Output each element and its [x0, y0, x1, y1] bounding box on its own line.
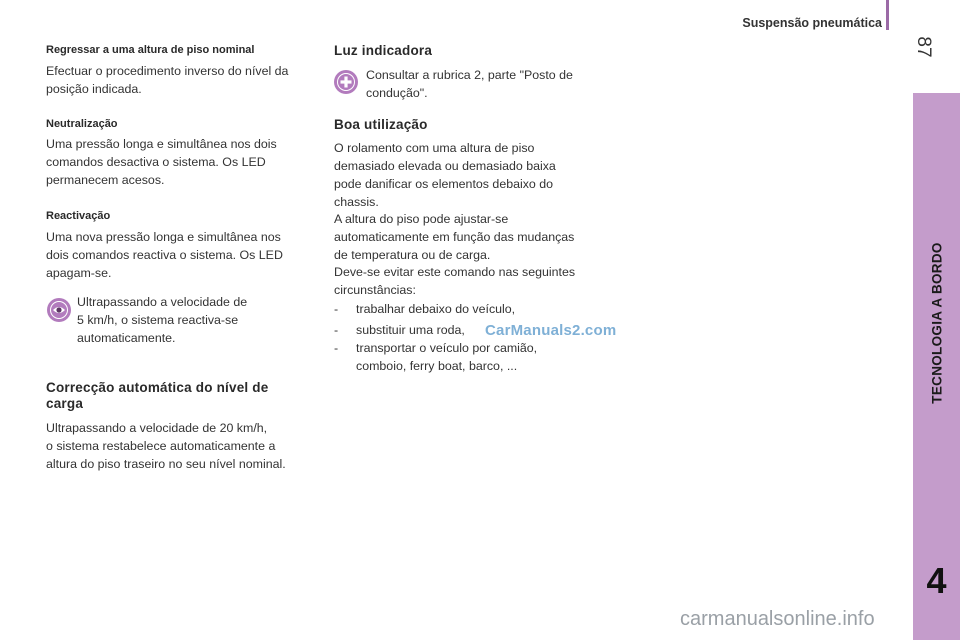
- heading-line: Correcção automática do nível de: [46, 380, 269, 395]
- chapter-tab-label: [913, 93, 960, 553]
- paragraph-good-use-2: [334, 210, 574, 264]
- text-line: comandos desactiva o sistema. Os LED: [46, 155, 266, 169]
- heading-auto-correction: [46, 380, 268, 412]
- text-line: O rolamento com uma altura de piso: [334, 141, 535, 155]
- heading-indicator-light: Luz indicadora: [334, 43, 433, 58]
- header-divider: [886, 0, 889, 30]
- paragraph-reactivation: [46, 228, 283, 282]
- text-line: posição indicada.: [46, 82, 142, 96]
- text-line: automaticamente.: [77, 331, 176, 345]
- text-line: pode danificar os elementos debaixo do: [334, 177, 554, 191]
- list-dash: -: [334, 341, 339, 355]
- text-line: Ultrapassando a velocidade de: [77, 295, 248, 309]
- paragraph-indicator-light: [366, 66, 573, 102]
- text-line: Uma nova pressão longa e simultânea nos: [46, 230, 281, 244]
- list-item-text: comboio, ferry boat, barco, ...: [356, 359, 518, 373]
- text-line: chassis.: [334, 195, 379, 209]
- list-item: [334, 339, 614, 375]
- running-header: Suspensão pneumática: [742, 16, 882, 30]
- plus-icon: [334, 70, 358, 94]
- heading-good-use: Boa utilização: [334, 117, 428, 132]
- text-line: demasiado elevada ou demasiado baixa: [334, 159, 556, 173]
- text-line: Consultar a rubrica 2, parte "Posto de: [366, 68, 573, 82]
- text-line: altura do piso traseiro no seu nível nominal.: [46, 457, 286, 471]
- paragraph-good-use-1: [334, 139, 556, 211]
- watermark: CarManuals2.com: [485, 322, 617, 339]
- text-line: Uma pressão longa e simultânea nos dois: [46, 137, 277, 151]
- text-line: automaticamente em função das mudanças: [334, 230, 575, 244]
- eye-icon: [47, 298, 71, 322]
- plus-icon-glyph: [337, 73, 355, 91]
- note-auto-reactivation: [77, 293, 247, 347]
- text-line: circunstâncias:: [334, 283, 416, 297]
- text-line: permanecem acesos.: [46, 173, 165, 187]
- section-title-neutralization: Neutralização: [46, 118, 118, 130]
- text-line: o sistema restabelece automaticamente a: [46, 439, 276, 453]
- list-item: [334, 300, 614, 318]
- paragraph-nominal-height: [46, 62, 288, 98]
- section-title-nominal-height: Regressar a uma altura de piso nominal: [46, 44, 255, 56]
- text-line: apagam-se.: [46, 266, 112, 280]
- paragraph-auto-correction: [46, 419, 286, 473]
- chapter-title: TECNOLOGIA A BORDO: [929, 242, 944, 404]
- plus-icon-inner: [337, 73, 355, 91]
- list-item-text: transportar o veículo por camião,: [356, 341, 538, 355]
- page-number: 87: [913, 36, 934, 58]
- paragraph-good-use-3: [334, 263, 575, 299]
- text-line: A altura do piso pode ajustar-se: [334, 212, 509, 226]
- text-line: 5 km/h, o sistema reactiva-se: [77, 313, 239, 327]
- chapter-number: 4: [926, 560, 947, 601]
- footer-watermark: carmanualsonline.info: [680, 608, 875, 630]
- text-line: de temperatura ou de carga.: [334, 248, 491, 262]
- list-dash: -: [334, 302, 339, 316]
- heading-line: carga: [46, 396, 84, 411]
- text-line: Deve-se evitar este comando nas seguintes: [334, 265, 576, 279]
- paragraph-neutralization: [46, 135, 277, 189]
- eye-icon-inner: [50, 301, 68, 319]
- eye-icon-glyph: [50, 301, 68, 319]
- text-line: Ultrapassando a velocidade de 20 km/h,: [46, 421, 268, 435]
- text-line: condução".: [366, 86, 428, 100]
- text-line: dois comandos reactiva o sistema. Os LED: [46, 248, 283, 262]
- text-line: Efectuar o procedimento inverso do nível da: [46, 64, 289, 78]
- list-item-text: substituir uma roda,: [356, 323, 465, 337]
- list-dash: -: [334, 323, 339, 337]
- section-title-reactivation: Reactivação: [46, 210, 111, 222]
- list-item-text: trabalhar debaixo do veículo,: [356, 302, 516, 316]
